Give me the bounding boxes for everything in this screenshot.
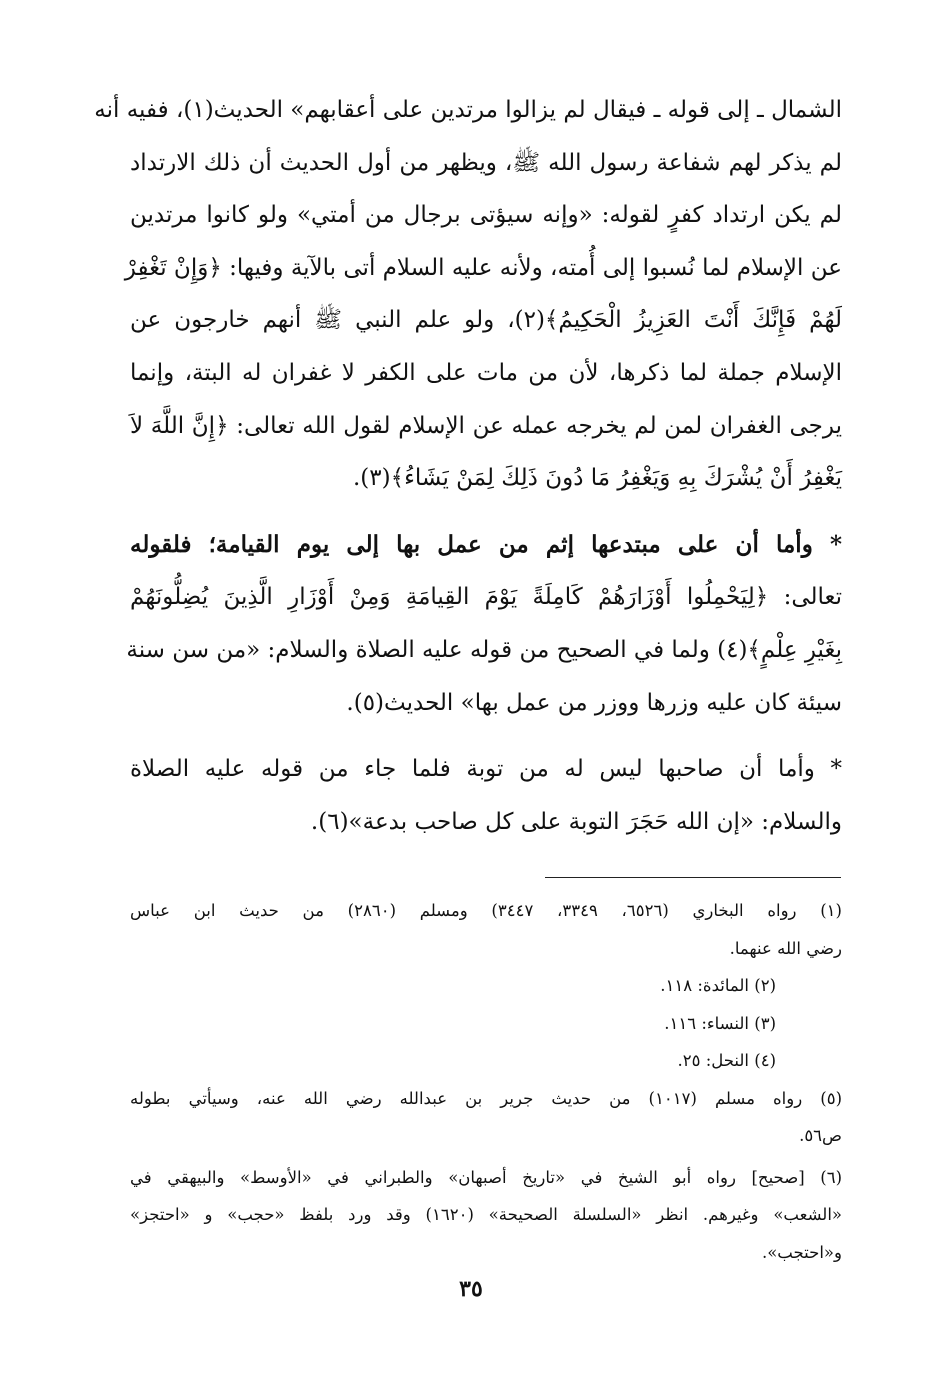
footnote-line: (٦) [صحيح] رواه أبو الشيخ في «تاريخ أصبهان» والطبراني في «الأوسط» والبيهقي في [130, 1167, 842, 1187]
text-line: يرجى الغفران لمن لم يخرجه عمله عن الإسلام لقول الله تعالى: ﴿إِنَّ اللَّهَ لاَ [130, 412, 842, 439]
text-line: * وأما أن صاحبها ليس له من توبة فلما جاء من قوله عليه الصلاة [130, 756, 842, 783]
text-line: لم يكن ارتداد كفرٍ لقوله: «وإنه سيؤتى برجال من أمتي» ولو كانوا مرتدين [130, 202, 842, 229]
text-line: الشمال ـ إلى قوله ـ فيقال لم يزالوا مرتدين على أعقابهم» الحديث(١)، ففيه أنه [94, 97, 842, 123]
text-line: والسلام: «إن الله حَجَرَ التوبة على كل صاحب بدعة»(٦). [310, 808, 842, 835]
text-line: عن الإسلام لما نُسبوا إلى أُمته، ولأنه عليه السلام أتى بالآية وفيها: ﴿وَإِنْ تَغْفِرْ [124, 254, 842, 281]
paragraph-gap [130, 505, 842, 519]
text-line: يَغْفِرُ أَنْ يُشْرَكَ بِهِ وَيَغْفِرُ مَا دُونَ ذَلِكَ لِمَنْ يَشَاءُ﴾(٣). [353, 465, 842, 492]
footnote-line: رضي الله عنهما. [729, 938, 842, 958]
footnote-line: «الشعب» وغيرهم. انظر «السلسلة الصحيحة» (١٦٢٠) وقد ورد بلفظ «حجب» و «احتجز» [130, 1205, 842, 1224]
text-line: تعالى: ﴿لِيَحْمِلُوا أَوْزَارَهُمْ كَامِلَةً يَوْمَ القِيامَةِ وَمِنْ أَوْزَارِ الَّذِينَ يُضِلُّونَهُمْ [130, 584, 842, 611]
footnote-divider [545, 877, 841, 878]
text-line: سيئة كان عليه وزرها ووزر من عمل بها» الحديث(٥). [346, 689, 842, 716]
footnote-line: (٢) المائدة: ١١٨. [660, 976, 776, 995]
text-line: لَهُمْ فَإِنَّكَ أَنْتَ العَزِيزُ الْحَكِيمُ﴾(٢)، ولو علم النبي ﷺ أنهم خارجون عن [130, 307, 842, 334]
footnote-line: و«احتجب». [761, 1242, 842, 1262]
text-line: الإسلام جملة لما ذكرها، لأن من مات على الكفر لا غفران له البتة، وإنما [130, 359, 842, 386]
footnote-line: (٥) رواه مسلم (١٠١٧) من حديث جرير بن عبدالله رضي الله عنه، وسيأتي بطوله [130, 1088, 842, 1108]
footnote-line: (٤) النحل: ٢٥. [677, 1051, 776, 1070]
footnote-line: (١) رواه البخاري (٦٥٢٦، ٣٣٤٩، ٣٤٤٧) ومسلم (٢٨٦٠) من حديث ابن عباس [130, 901, 842, 920]
footnotes [130, 892, 842, 1271]
page-number: ٣٥ [459, 1276, 483, 1302]
footnote-line: ص٥٦. [799, 1126, 842, 1145]
text-line: بِغَيْرِ عِلْمٍ﴾(٤) ولما في الصحيح من قوله عليه الصلاة والسلام: «من سن سنة [126, 636, 842, 663]
paragraph-gap [130, 729, 842, 743]
footnote-line: (٣) النساء: ١١٦. [664, 1013, 776, 1033]
text-line: * وأما أن على مبتدعها إثم من عمل بها إلى يوم القيامة؛ فلقوله [130, 530, 842, 558]
text-line: لم يذكر لهم شفاعة رسول الله ﷺ، ويظهر من أول الحديث أن ذلك الارتداد [130, 149, 842, 176]
main-text [94, 84, 842, 848]
